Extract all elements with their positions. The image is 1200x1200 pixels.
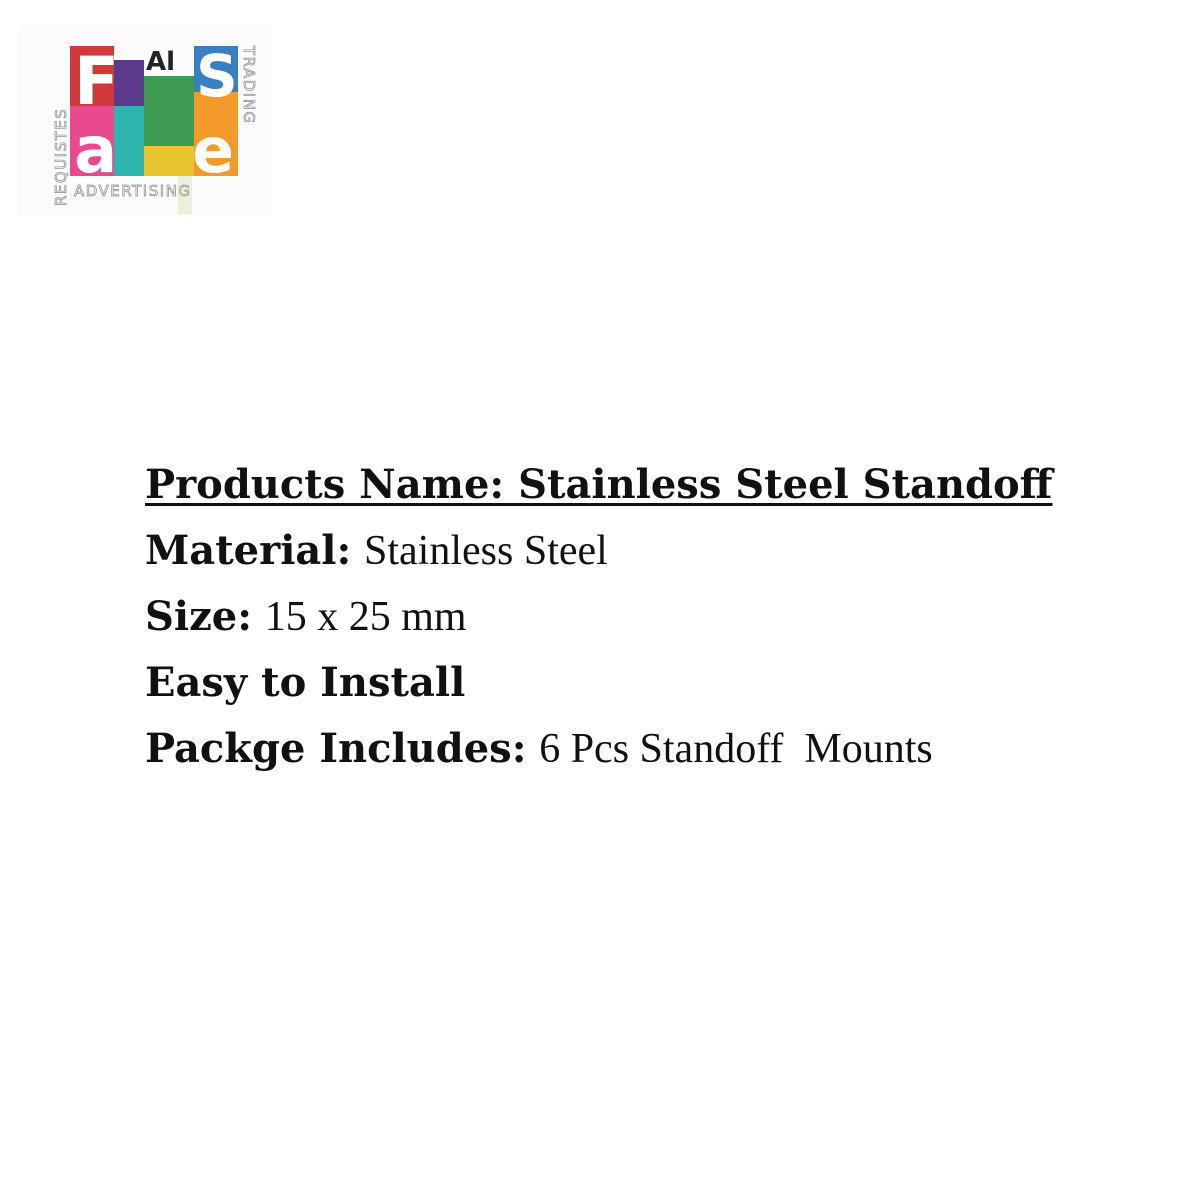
package-value: 6 Pcs Standoff Mounts bbox=[539, 726, 933, 772]
install-row bbox=[145, 650, 1145, 716]
size-label: Size: bbox=[145, 593, 253, 640]
logo-bottom-text: ADVERTISING bbox=[74, 182, 192, 200]
package-label: Packge Includes: bbox=[145, 725, 527, 772]
logo-right-vertical-text: TRADING bbox=[240, 46, 258, 125]
logo-left-vertical-text: REQUISTES bbox=[52, 107, 70, 206]
size-value: 15 x 25 mm bbox=[264, 594, 467, 640]
logo-letter-f: F bbox=[74, 43, 120, 120]
logo-top-text: Al bbox=[146, 47, 176, 77]
material-value: Stainless Steel bbox=[364, 528, 608, 574]
logo-letter-e: e bbox=[192, 114, 235, 187]
brand-logo-mark bbox=[18, 26, 272, 216]
package-row bbox=[145, 716, 1145, 782]
size-row bbox=[145, 584, 1145, 650]
product-title: Products Name: Stainless Steel Standoff bbox=[145, 461, 1053, 508]
material-row bbox=[145, 518, 1145, 584]
material-label: Material: bbox=[145, 527, 352, 574]
brand-logo bbox=[18, 26, 272, 216]
install-text: Easy to Install bbox=[145, 659, 466, 706]
logo-letter-a: a bbox=[74, 114, 118, 188]
product-details bbox=[145, 452, 1145, 782]
logo-letter-s: S bbox=[196, 42, 238, 110]
